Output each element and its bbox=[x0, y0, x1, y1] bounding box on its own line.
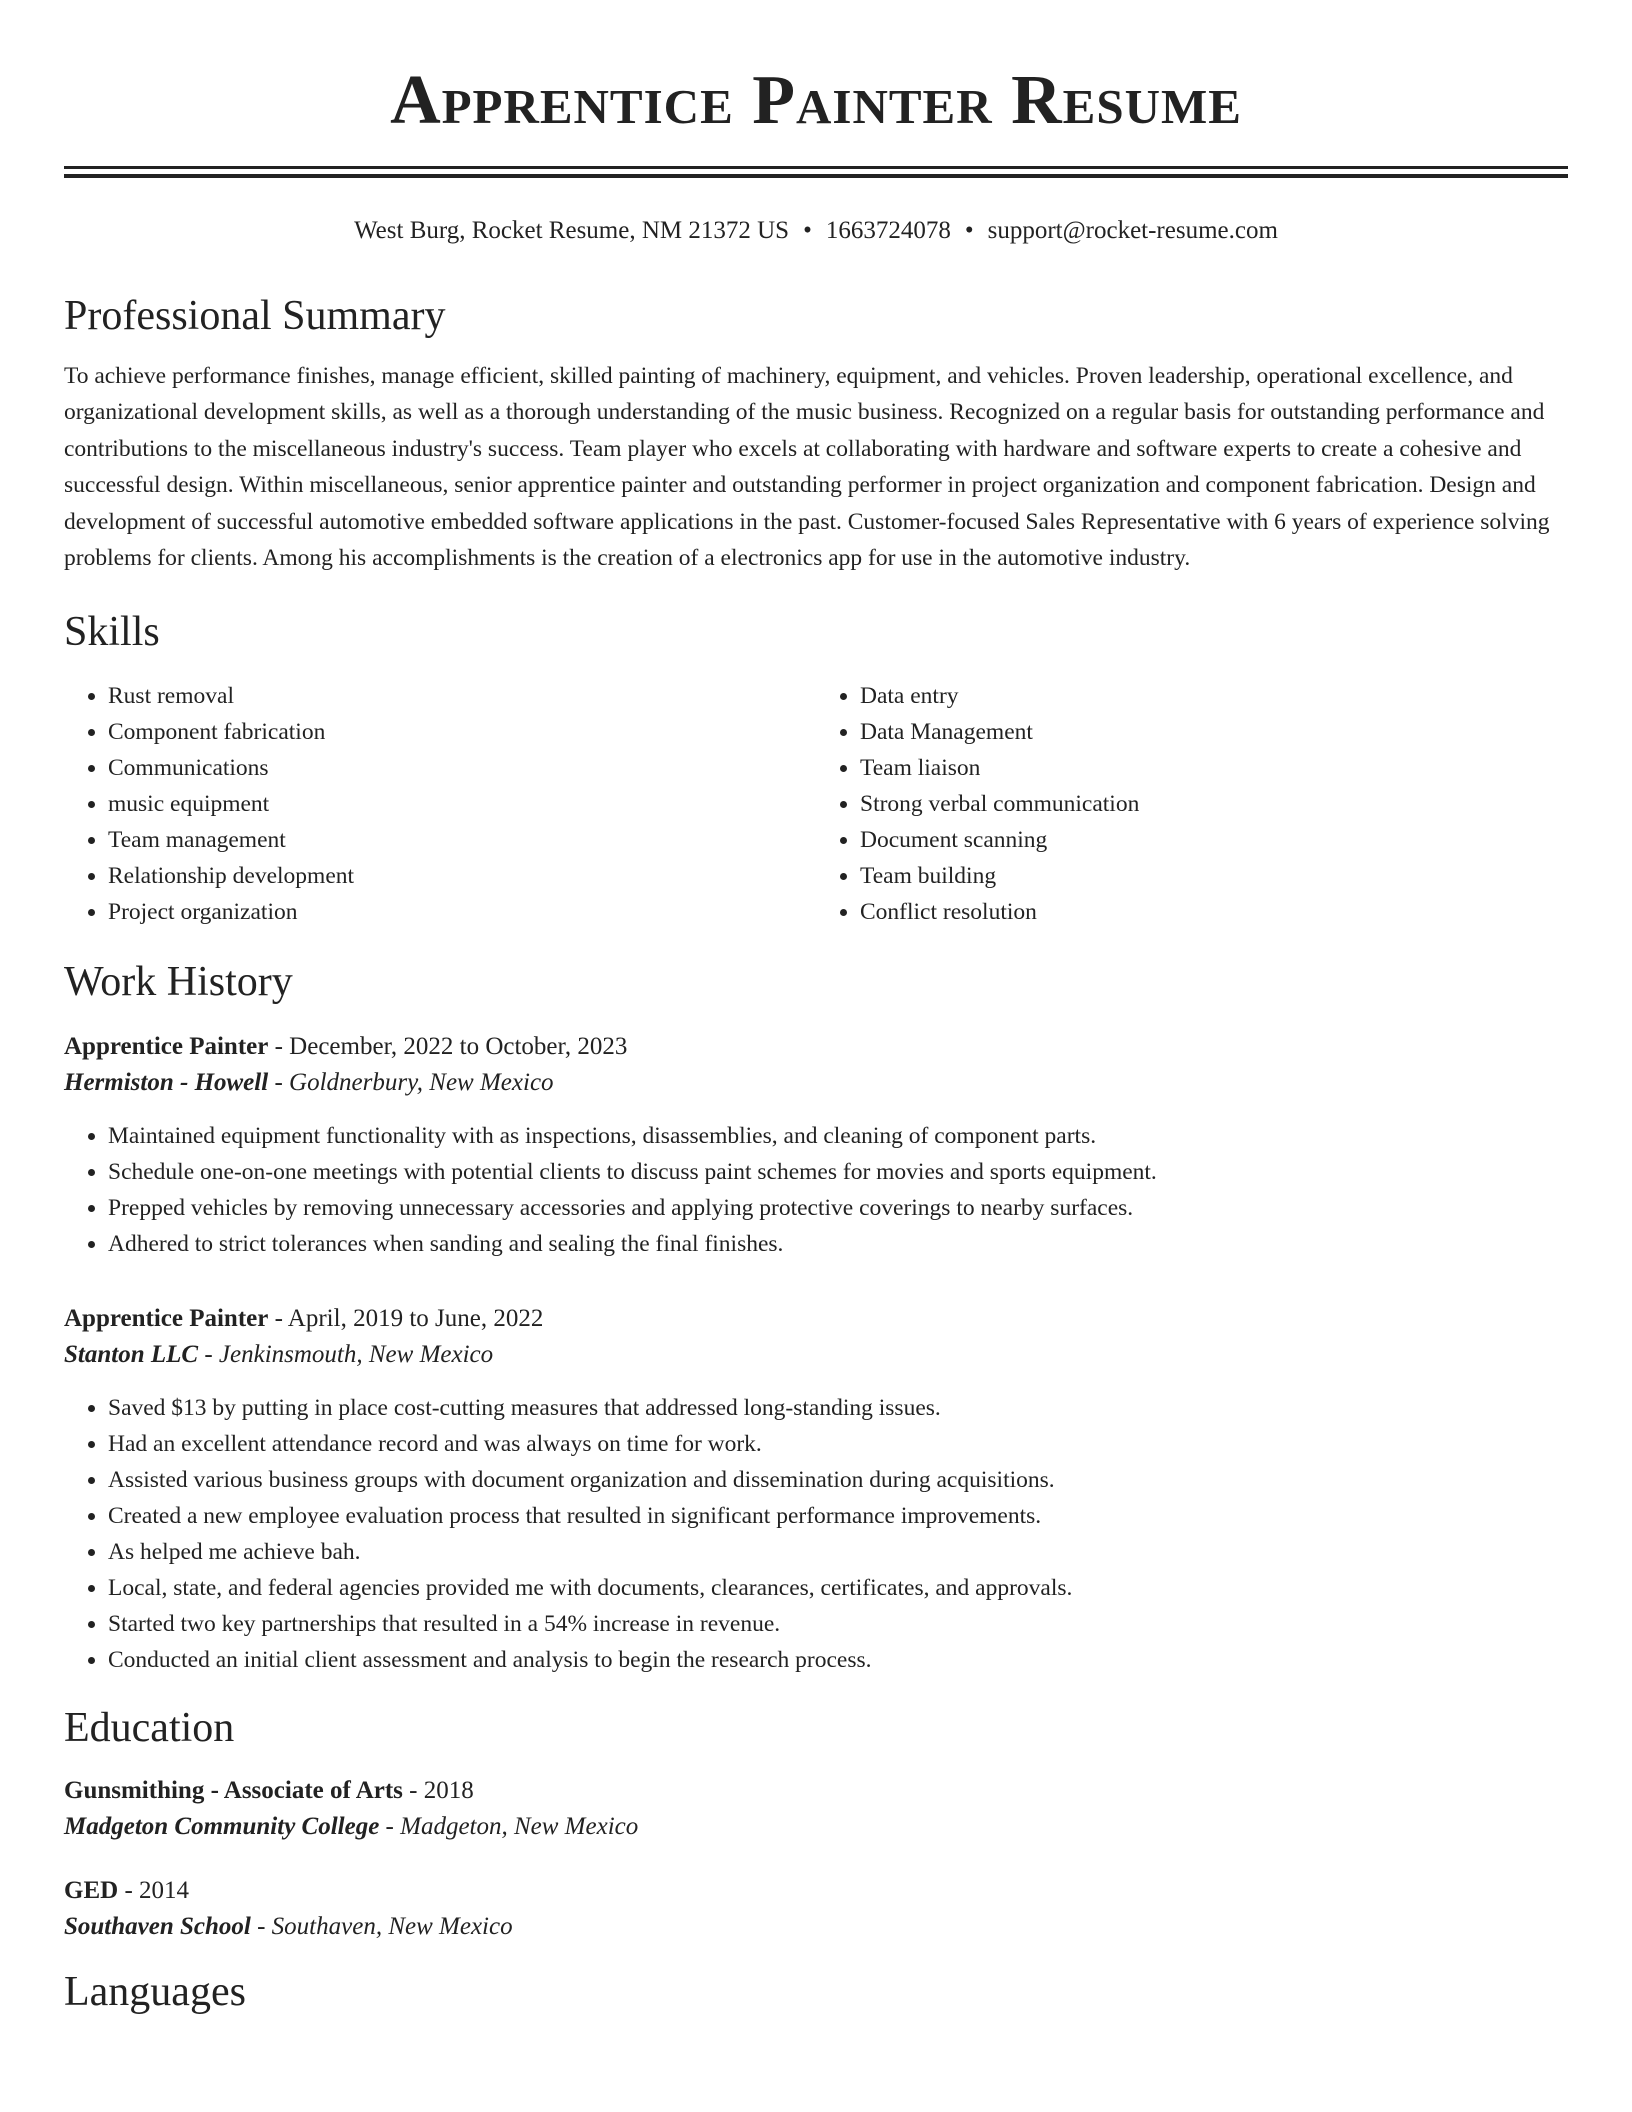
education-degree: GED bbox=[64, 1877, 119, 1905]
job-bullets bbox=[64, 1390, 1568, 1678]
summary-heading: Professional Summary bbox=[64, 293, 446, 339]
job-company: Stanton LLC bbox=[64, 1341, 199, 1369]
job-bullet: • Assisted various business groups with document organization and dissemination during acquisitions. bbox=[108, 1462, 1568, 1498]
contact-line bbox=[64, 214, 1568, 248]
job-bullet: • Schedule one-on-one meetings with potential clients to discuss paint schemes for movies and sports equipment. bbox=[108, 1154, 1568, 1190]
job-title: Apprentice Painter bbox=[64, 1305, 269, 1333]
title-divider bbox=[64, 166, 1568, 178]
job-company-line bbox=[64, 1336, 1568, 1374]
job-bullet: • Created a new employee evaluation process that resulted in significant performance improvements. bbox=[108, 1498, 1568, 1534]
job-bullets bbox=[64, 1118, 1568, 1262]
skill-item: • Team liaison bbox=[860, 750, 1568, 786]
education-entry bbox=[64, 1874, 1568, 1946]
education-entry bbox=[64, 1774, 1568, 1846]
job-company-line bbox=[64, 1064, 1568, 1102]
skill-item: • Rust removal bbox=[108, 678, 816, 714]
summary-text: To achieve performance finishes, manage efficient, skilled painting of machinery, equipment, and vehicles. Proven leadership, operational excellence, and organizational development skills, as well as a thorough understanding of the music business. Recognized on a regular basis for outstanding performance and contributions to the miscellaneous industry's success. Team player who excels at collaborating with hardware and software experts to create a cohesive and successful design. Within miscellaneous, senior apprentice painter and outstanding performer in project organization and component fabrication. Design and development of successful automotive embedded software applications in the past. Customer-focused Sales Representative with 6 years of experience solving problems for clients. Among his accomplishments is the creation of a electronics app for use in the automotive industry. bbox=[64, 363, 1550, 572]
job-bullet: • As helped me achieve bah. bbox=[108, 1534, 1568, 1570]
job-bullet: • Conducted an initial client assessment and analysis to begin the research process. bbox=[108, 1642, 1568, 1678]
education-degree: Gunsmithing - Associate of Arts bbox=[64, 1777, 403, 1805]
contact-separator: • bbox=[803, 217, 812, 244]
job-title-line bbox=[64, 1030, 1568, 1064]
job-title-line bbox=[64, 1302, 1568, 1336]
skill-item: • Team management bbox=[108, 822, 816, 858]
job-bullet: • Started two key partnerships that resulted in a 54% increase in revenue. bbox=[108, 1606, 1568, 1642]
job-bullet: • Had an excellent attendance record and was always on time for work. bbox=[108, 1426, 1568, 1462]
skill-item: • Data entry bbox=[860, 678, 1568, 714]
job-bullet: • Saved $13 by putting in place cost-cutting measures that addressed long-standing issues. bbox=[108, 1390, 1568, 1426]
work-history-heading: Work History bbox=[64, 959, 293, 1006]
skill-item: • Project organization bbox=[108, 894, 816, 930]
skill-item: • Component fabrication bbox=[108, 714, 816, 750]
contact-email: support@rocket-resume.com bbox=[987, 217, 1278, 244]
skill-item: • Document scanning bbox=[860, 822, 1568, 858]
skill-item: • Conflict resolution bbox=[860, 894, 1568, 930]
education-degree-line bbox=[64, 1774, 1568, 1808]
job-entry bbox=[64, 1030, 1568, 1262]
skill-item: • Communications bbox=[108, 750, 816, 786]
skills-columns bbox=[64, 678, 1568, 930]
languages-heading: Languages bbox=[64, 1969, 246, 2016]
job-dates: - April, 2019 to June, 2022 bbox=[268, 1305, 544, 1333]
education-school-line bbox=[64, 1808, 1568, 1846]
education-heading: Education bbox=[64, 1705, 235, 1752]
skill-item: • Data Management bbox=[860, 714, 1568, 750]
job-title: Apprentice Painter bbox=[64, 1033, 269, 1061]
job-bullet: • Adhered to strict tolerances when sanding and sealing the final finishes. bbox=[108, 1226, 1568, 1262]
job-location: - Goldnerbury, New Mexico bbox=[268, 1069, 554, 1097]
page-title: Apprentice Painter Resume bbox=[390, 62, 1242, 139]
education-year: - 2014 bbox=[118, 1877, 190, 1905]
skill-item: • Team building bbox=[860, 858, 1568, 894]
job-dates: - December, 2022 to October, 2023 bbox=[268, 1033, 628, 1061]
job-bullet: • Local, state, and federal agencies provided me with documents, clearances, certificates, and approvals. bbox=[108, 1570, 1568, 1606]
education-location: - Madgeton, New Mexico bbox=[379, 1813, 639, 1841]
job-bullet: • Maintained equipment functionality with as inspections, disassemblies, and cleaning of component parts. bbox=[108, 1118, 1568, 1154]
contact-address: West Burg, Rocket Resume, NM 21372 US bbox=[354, 217, 790, 244]
education-school-line bbox=[64, 1908, 1568, 1946]
education-degree-line bbox=[64, 1874, 1568, 1908]
skill-item: • Relationship development bbox=[108, 858, 816, 894]
education-year: - 2018 bbox=[402, 1777, 474, 1805]
skills-heading: Skills bbox=[64, 609, 160, 656]
education-location: - Southaven, New Mexico bbox=[250, 1913, 513, 1941]
job-location: - Jenkinsmouth, New Mexico bbox=[198, 1341, 494, 1369]
contact-phone: 1663724078 bbox=[825, 217, 951, 244]
skill-item: • Strong verbal communication bbox=[860, 786, 1568, 822]
skills-list-right bbox=[816, 678, 1568, 930]
job-company: Hermiston - Howell bbox=[64, 1069, 269, 1097]
job-entry bbox=[64, 1302, 1568, 1678]
skill-item: • music equipment bbox=[108, 786, 816, 822]
education-school: Southaven School bbox=[64, 1913, 251, 1941]
job-bullet: • Prepped vehicles by removing unnecessary accessories and applying protective coverings to nearby surfaces. bbox=[108, 1190, 1568, 1226]
contact-separator: • bbox=[964, 217, 974, 244]
skills-list-left bbox=[64, 678, 816, 930]
education-school: Madgeton Community College bbox=[64, 1813, 380, 1841]
